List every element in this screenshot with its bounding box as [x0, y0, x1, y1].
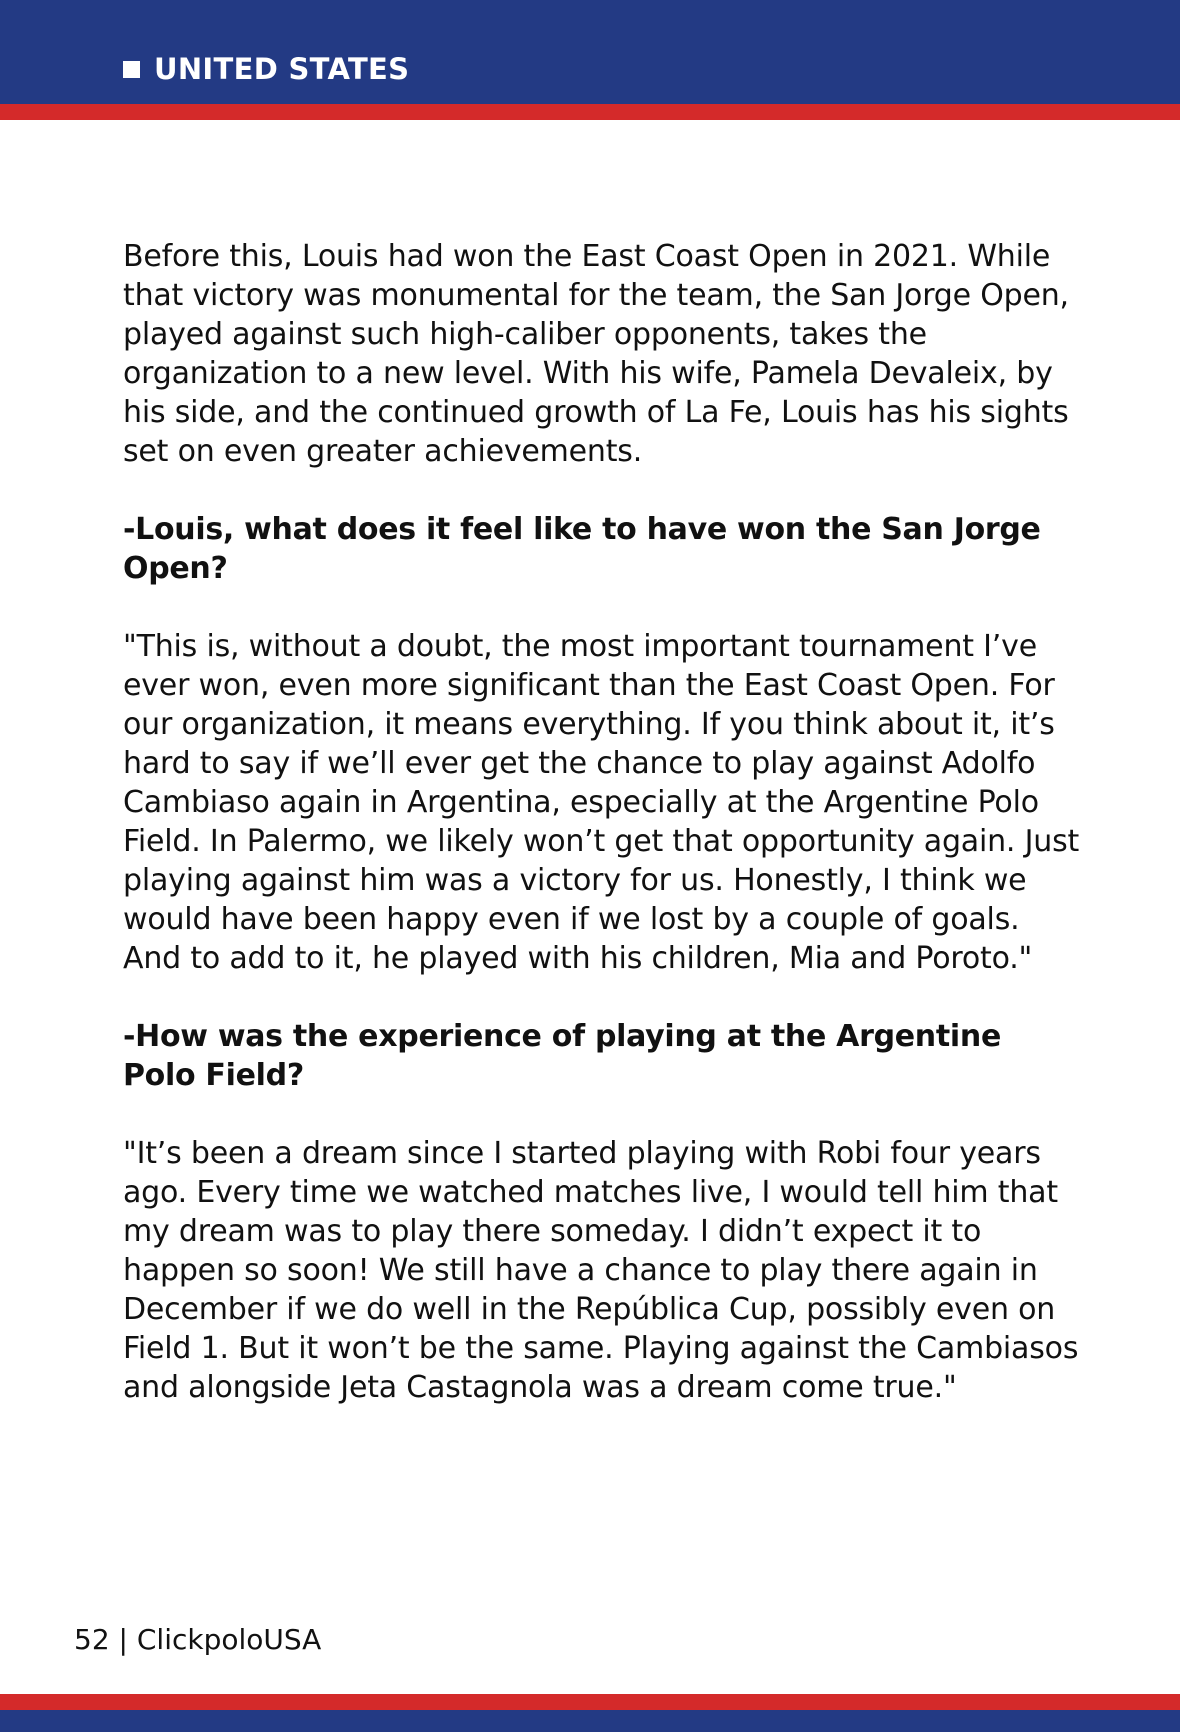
section-header: [123, 48, 409, 90]
spacer: [123, 471, 1083, 510]
section-title: UNITED STATES: [154, 52, 410, 86]
spacer: [123, 978, 1083, 1017]
header-red-stripe: [0, 104, 1180, 120]
spacer: [123, 1095, 1083, 1134]
interview-answer: "This is, without a doubt, the most important tournament I’ve ever won, even more significant than the East Coast Open. For our organization, it means everything. If you think about it, it’s hard to say if we’ll ever get the chance to play against Adolfo Cambiaso again in Argentina, especially at the Argentine Polo Field. In Palermo, we likely won’t get that opportunity again. Just playing against him was a victory for us. Honestly, I think we would have been happy even if we lost by a couple of goals. And to add to it, he played with his children, Mia and Poroto.": [123, 629, 1080, 976]
footer-band: [0, 1710, 1180, 1732]
footer-red-stripe: [0, 1694, 1180, 1710]
interview-question: -Louis, what does it feel like to have won the San Jorge Open?: [123, 512, 1041, 586]
interview-answer: "It’s been a dream since I started playing with Robi four years ago. Every time we watched matches live, I would tell him that my dream was to play there someday. I didn’t expect it to happen so soon! We still have a chance to play there again in December if we do well in the República Cup, possibly even on Field 1. But it won’t be the same. Playing against the Cambiasos and alongside Jeta Castagnola was a dream come true.": [123, 1136, 1079, 1405]
article-body: [123, 237, 1083, 1407]
square-bullet-icon: [123, 61, 140, 78]
interview-question: -How was the experience of playing at the Argentine Polo Field?: [123, 1019, 1001, 1093]
page-footer: 52 | ClickpoloUSA: [74, 1623, 322, 1656]
spacer: [123, 588, 1083, 627]
intro-paragraph: Before this, Louis had won the East Coast Open in 2021. While that victory was monumental for the team, the San Jorge Open, played against such high-caliber opponents, takes the organization to a new level. With his wife, Pamela Devaleix, by his side, and the continued growth of La Fe, Louis has his sights set on even greater achievements.: [123, 239, 1069, 469]
